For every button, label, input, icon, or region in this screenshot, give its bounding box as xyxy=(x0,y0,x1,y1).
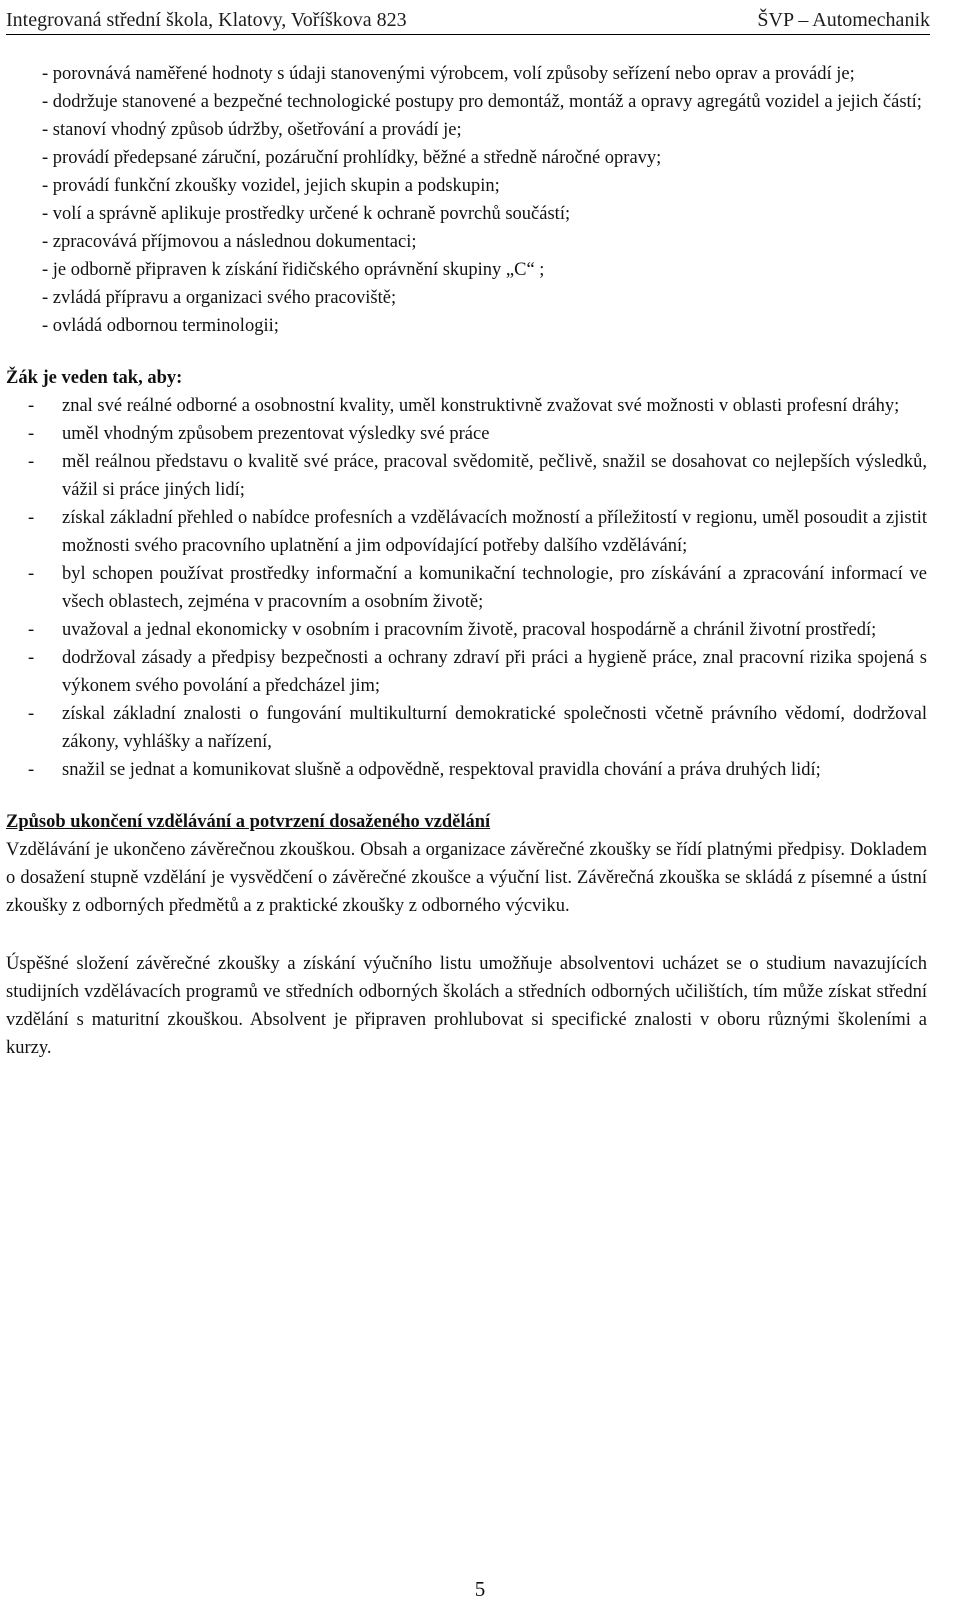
list-item-text: uměl vhodným způsobem prezentovat výsledky své práce xyxy=(62,424,490,444)
page-header xyxy=(6,2,930,35)
list-item: - provádí předepsané záruční, pozáruční prohlídky, běžné a středně náročné opravy; xyxy=(42,148,662,168)
list-item-text: dodržoval zásady a předpisy bezpečnosti a ochrany zdraví při práci a hygieně práce, znal pracovní rizika spojená s výkonem svého povolání a předcházel jim; xyxy=(62,648,927,696)
list-item xyxy=(6,392,927,420)
list-item xyxy=(6,448,927,504)
document-body xyxy=(6,60,927,1062)
paragraph-spacer xyxy=(6,920,927,950)
list-item: - volí a správně aplikuje prostředky určené k ochraně povrchů součástí; xyxy=(42,204,571,224)
list-item: - zpracovává příjmovou a následnou dokumentaci; xyxy=(42,232,417,252)
list-item-text: byl schopen používat prostředky informační a komunikační technologie, pro získávání a zpracování informací ve všech oblastech, zejména v pracovním a osobním životě; xyxy=(62,564,927,612)
list-item: - je odborně připraven k získání řidičského oprávnění skupiny „C“ ; xyxy=(42,260,545,280)
list-item xyxy=(6,616,927,644)
list-item xyxy=(6,700,927,756)
requirements-list xyxy=(6,60,927,340)
list-dash: - xyxy=(28,704,35,724)
aims-list xyxy=(6,392,927,784)
list-item: - dodržuje stanovené a bezpečné technologické postupy pro demontáž, montáž a opravy agregátů vozidel a jejich částí; xyxy=(42,92,922,112)
list-dash: - xyxy=(28,396,35,416)
list-item: - provádí funkční zkoušky vozidel, jejich skupin a podskupin; xyxy=(42,176,500,196)
header-school-name: Integrovaná střední škola, Klatovy, Voříškova 823 xyxy=(6,9,407,31)
list-dash: - xyxy=(28,508,35,528)
list-item xyxy=(6,504,927,560)
list-dash: - xyxy=(28,648,35,668)
completion-paragraph: Vzdělávání je ukončeno závěrečnou zkouškou. Obsah a organizace závěrečné zkoušky se řídí platnými předpisy. Dokladem o dosažení stupně vzdělání je vysvědčení o závěrečné zkoušce a výuční list. Závěrečná zkouška se skládá z písemné a ústní zkoušky z odborných předmětů a z praktické zkoušky z odborného výcviku. xyxy=(6,840,927,916)
list-item-text: snažil se jednat a komunikovat slušně a odpovědně, respektoval pravidla chování a práva druhých lidí; xyxy=(62,760,821,780)
list-dash: - xyxy=(28,760,35,780)
list-item xyxy=(6,560,927,616)
list-dash: - xyxy=(28,424,35,444)
page-number: 5 xyxy=(474,1577,486,1601)
list-item-text: uvažoval a jednal ekonomicky v osobním i pracovním životě, pracoval hospodárně a chránil životní prostředí; xyxy=(62,620,877,640)
list-dash: - xyxy=(28,564,35,584)
list-item: - porovnává naměřené hodnoty s údaji stanovenými výrobcem, volí způsoby seřízení nebo oprav a provádí je; xyxy=(42,64,855,84)
list-item: - ovládá odbornou terminologii; xyxy=(42,316,279,336)
list-item xyxy=(6,756,927,784)
list-item-text: získal základní přehled o nabídce profesních a vzdělávacích možností a příležitostí v regionu, uměl posoudit a zjistit možnosti svého pracovního uplatnění a jim odpovídající potřeby dalšího vzdělávání; xyxy=(62,508,927,556)
completion-heading: Způsob ukončení vzdělávání a potvrzení dosaženého vzdělání xyxy=(6,812,491,832)
header-program-name: ŠVP – Automechanik xyxy=(757,9,930,31)
list-dash: - xyxy=(28,620,35,640)
list-item xyxy=(6,420,927,448)
list-item: - stanoví vhodný způsob údržby, ošetřování a provádí je; xyxy=(42,120,462,140)
list-item: - zvládá přípravu a organizaci svého pracoviště; xyxy=(42,288,397,308)
list-item-text: získal základní znalosti o fungování multikulturní demokratické společnosti včetně právního vědomí, dodržoval zákony, vyhlášky a nařízení, xyxy=(62,704,927,752)
list-item-text: znal své reálné odborné a osobnostní kvality, uměl konstruktivně zvažovat své možnosti v oblasti profesní dráhy; xyxy=(62,396,900,416)
aims-heading: Žák je veden tak, aby: xyxy=(6,368,183,388)
list-dash: - xyxy=(28,452,35,472)
list-item xyxy=(6,644,927,700)
list-item-text: měl reálnou představu o kvalitě své práce, pracoval svědomitě, pečlivě, snažil se dosahovat co nejlepších výsledků, vážil si práce jiných lidí; xyxy=(62,452,927,500)
graduate-paragraph: Úspěšné složení závěrečné zkoušky a získání výučního listu umožňuje absolventovi ucházet se o studium navazujících studijních vzdělávacích programů ve středních odborných školách a středních odborných učilištích, tím může získat střední vzdělání s maturitní zkouškou. Absolvent je připraven prohlubovat si specifické znalosti v oboru různými školeními a kurzy. xyxy=(6,954,927,1058)
